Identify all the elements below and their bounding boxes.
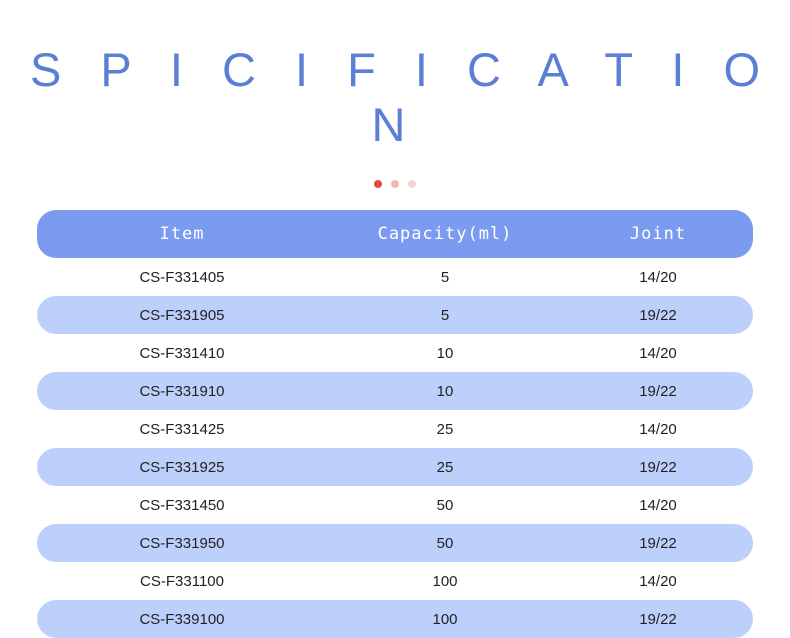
cell-capacity: 100 — [432, 572, 458, 590]
cell-joint: 14/20 — [639, 268, 677, 286]
decorative-dots — [0, 180, 790, 188]
table-row — [37, 486, 753, 524]
cell-item: CS-F331425 — [139, 420, 225, 438]
table-row — [37, 562, 753, 600]
table-row — [37, 448, 753, 486]
table-row — [37, 372, 753, 410]
cell-capacity: 5 — [440, 268, 450, 286]
cell-item: CS-F331100 — [140, 572, 224, 590]
cell-joint: 14/20 — [639, 344, 677, 362]
cell-joint: 19/22 — [639, 610, 677, 628]
cell-item: CS-F331925 — [139, 458, 225, 476]
cell-item: CS-F331410 — [139, 344, 225, 362]
table-row — [37, 410, 753, 448]
page-title: S P I C I F I C A T I O N — [29, 43, 774, 151]
cell-item: CS-F331950 — [139, 534, 225, 552]
cell-joint: 14/20 — [639, 572, 677, 590]
dot-active-icon — [374, 180, 382, 188]
specification-table — [37, 210, 753, 638]
dot-mid-icon — [391, 180, 399, 188]
cell-item: CS-F331450 — [139, 496, 225, 514]
cell-capacity: 5 — [440, 306, 450, 324]
table-row — [37, 258, 753, 296]
table-row — [37, 296, 753, 334]
column-header-item: Item — [159, 224, 205, 244]
cell-joint: 19/22 — [639, 458, 677, 476]
cell-joint: 14/20 — [639, 496, 677, 514]
cell-joint: 19/22 — [639, 306, 677, 324]
cell-item: CS-F331905 — [139, 306, 225, 324]
cell-capacity: 50 — [436, 496, 454, 514]
cell-capacity: 10 — [436, 382, 454, 400]
table-row — [37, 524, 753, 562]
column-header-capacity: Capacity(ml) — [377, 224, 513, 244]
cell-item: CS-F339100 — [139, 610, 225, 628]
cell-capacity: 25 — [436, 458, 454, 476]
cell-capacity: 10 — [436, 344, 454, 362]
cell-item: CS-F331405 — [139, 268, 225, 286]
table-row — [37, 600, 753, 638]
cell-item: CS-F331910 — [139, 382, 225, 400]
table-header-row — [37, 210, 753, 258]
cell-joint: 19/22 — [639, 534, 677, 552]
cell-capacity: 25 — [436, 420, 454, 438]
cell-joint: 14/20 — [639, 420, 677, 438]
dot-light-icon — [408, 180, 416, 188]
column-header-joint: Joint — [629, 224, 687, 244]
cell-joint: 19/22 — [639, 382, 677, 400]
cell-capacity: 50 — [436, 534, 454, 552]
cell-capacity: 100 — [432, 610, 458, 628]
table-row — [37, 334, 753, 372]
